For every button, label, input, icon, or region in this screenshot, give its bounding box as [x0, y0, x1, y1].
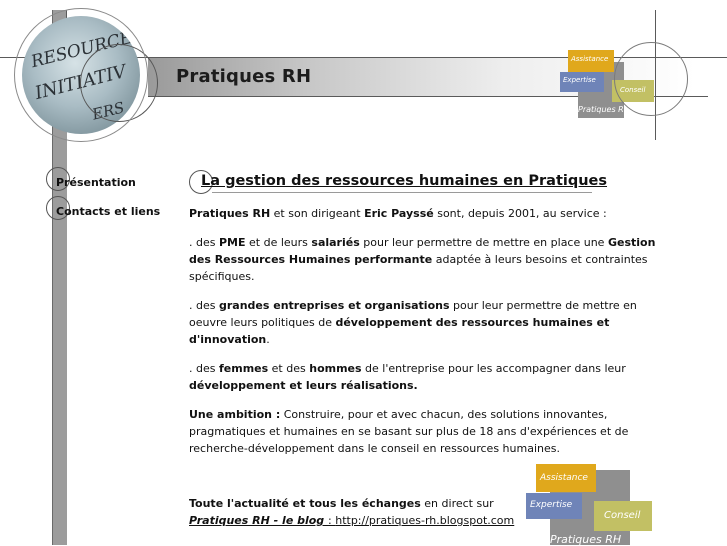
logo-assistance-block: [568, 50, 614, 72]
footer-logo-brand-text: Pratiques RH: [550, 533, 622, 546]
ambition-text: Construire, pour et avec chacun, des solutions innovantes, pragmatiques et humaines en se basant sur plus de 18 ans d'expériences et de recherche-développement dans le conseil en ressources humaines.: [189, 408, 629, 455]
footer-logo-conseil-block: [594, 501, 652, 531]
ambition-label: Une ambition :: [189, 408, 281, 421]
news-bold: Toute l'actualité et tous les échanges: [189, 497, 421, 510]
footer-logo-expertise-text: Expertise: [530, 500, 573, 510]
pme-text-3: pour leur permettre de mettre en place une: [359, 236, 608, 249]
ent-text-2: pour leur permettre de mettre en oeuvre leurs politiques de: [189, 299, 637, 329]
photo-word-1: RESOURCE: [29, 27, 135, 73]
logo-expertise-text: Expertise: [563, 76, 596, 84]
pme-paragraph: [189, 234, 667, 285]
pme-bold-1: PME: [218, 236, 246, 249]
nav-item-contacts[interactable]: Contacts et liens: [56, 205, 161, 218]
blog-sep: :: [328, 514, 336, 527]
intro-text-2: sont, depuis 2001, au service :: [433, 207, 607, 220]
intro-text-1: et son dirigeant: [270, 207, 365, 220]
ent-text-3: .: [266, 333, 270, 346]
logo-ring: [614, 42, 688, 116]
photo-ring-outer: [14, 8, 148, 142]
logo-conseil-text: Conseil: [620, 86, 646, 94]
footer-logo-assistance-text: Assistance: [540, 473, 588, 483]
ent-bold-1: grandes entreprises et organisations: [218, 299, 450, 312]
people-bold-3: développement et leurs réalisations.: [189, 379, 418, 392]
photo-word-3: ERS: [90, 98, 127, 124]
blog-url: http://pratiques-rh.blogspot.com: [335, 514, 515, 527]
pme-bold-3: Gestion des Ressources Humaines performante: [189, 236, 656, 266]
logo-expertise-block: [560, 72, 604, 92]
people-text-1: . des: [189, 362, 219, 375]
news-text: en direct sur: [420, 497, 494, 510]
enterprises-paragraph: [189, 297, 667, 348]
blog-link[interactable]: [189, 514, 514, 527]
heading-rule: [212, 192, 592, 193]
people-paragraph: [189, 360, 667, 394]
ent-text-1: . des: [189, 299, 219, 312]
site-title: Pratiques RH: [176, 66, 312, 87]
blog-name: Pratiques RH - le blog: [189, 514, 329, 527]
pme-bold-2: salariés: [311, 236, 360, 249]
footer-logo-conseil-text: Conseil: [604, 510, 641, 521]
footer-logo-expertise-block: [526, 493, 582, 519]
intro-brand: Pratiques RH: [189, 207, 271, 220]
people-bold-1: femmes: [218, 362, 269, 375]
ambition-paragraph: [189, 406, 667, 457]
pme-text-4: adaptée à leurs besoins et contraintes spécifiques.: [189, 253, 648, 283]
people-text-2: et des: [268, 362, 310, 375]
photo-word-2: INITIATIV: [32, 61, 129, 104]
pme-text-1: . des: [189, 236, 219, 249]
pme-text-2: et de leurs: [245, 236, 312, 249]
footer-logo-assistance-block: [536, 464, 596, 492]
logo-brand-text: Pratiques RH: [578, 105, 630, 114]
footer-logo: [524, 462, 656, 545]
logo-assistance-text: Assistance: [571, 55, 609, 63]
people-bold-2: hommes: [309, 362, 362, 375]
intro-paragraph: [189, 205, 667, 222]
page-heading: La gestion des ressources humaines en Pratiques: [201, 173, 608, 189]
intro-person: Eric Payssé: [364, 207, 434, 220]
nav-item-presentation[interactable]: Présentation: [56, 176, 136, 189]
ent-bold-2: développement des ressources humaines et d'innovation: [189, 316, 610, 346]
people-text-3: de l'entreprise pour les accompagner dans leur: [361, 362, 626, 375]
